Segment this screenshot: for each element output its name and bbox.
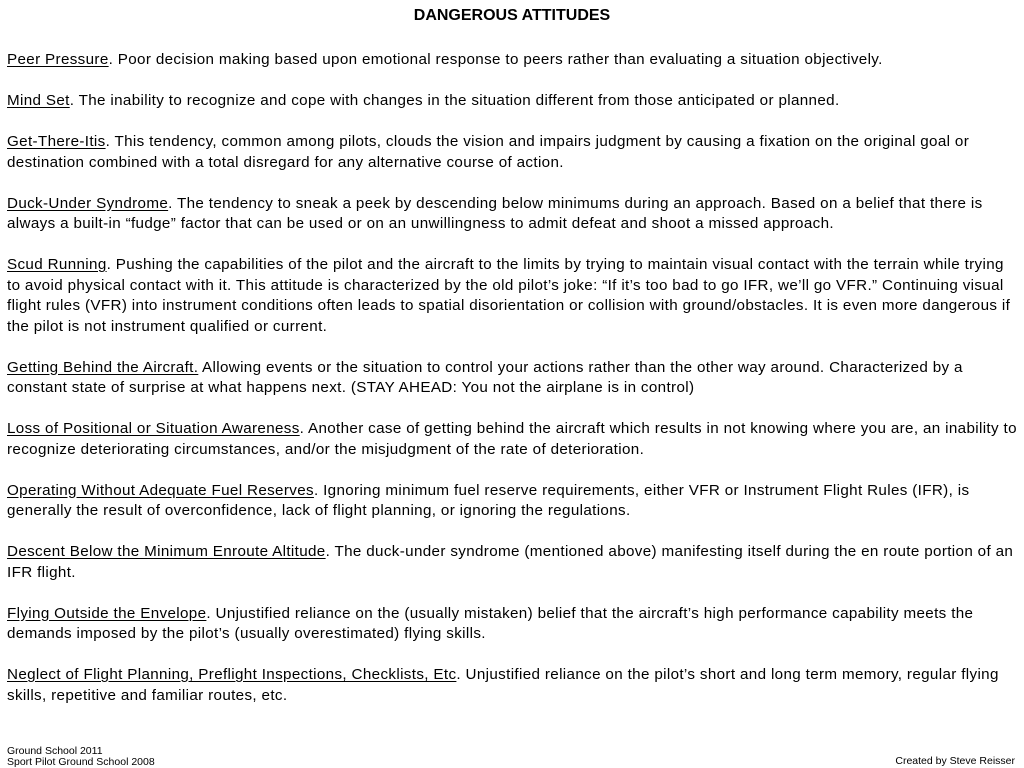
entry-peer-pressure — [7, 50, 1017, 71]
entry-get-there-itis — [7, 132, 1017, 173]
term-get-there-itis: Get-There-Itis — [7, 133, 106, 150]
entry-flying-outside-envelope — [7, 604, 1017, 645]
entry-descent-below-mea — [7, 542, 1017, 583]
term-mind-set: Mind Set — [7, 92, 70, 109]
entry-fuel-reserves — [7, 481, 1017, 522]
description-loss-of-awareness: . Another case of getting behind the aircraft which results in not knowing where you are, an inability to recognize deteriorating circumstances, and/or the misjudgment of the rate of deterioration. — [7, 420, 1017, 458]
page-title: DANGEROUS ATTITUDES — [413, 7, 611, 24]
entry-loss-of-awareness — [7, 419, 1017, 460]
attitude-list — [7, 50, 1017, 727]
term-peer-pressure: Peer Pressure — [7, 51, 109, 68]
description-duck-under-syndrome: . The tendency to sneak a peek by descending below minimums during an approach. Based on a belief that there is always a built-in “fudge” factor that can be used or on an unwillingness to admit defeat and shoot a missed approach. — [7, 194, 983, 232]
term-getting-behind-aircraft: Getting Behind the Aircraft. — [7, 358, 199, 376]
term-flying-outside-envelope: Flying Outside the Envelope — [7, 604, 207, 622]
entry-scud-running — [7, 255, 1017, 337]
footer-course-name: Sport Pilot Ground School 2008 — [7, 755, 155, 768]
description-mind-set: . The inability to recognize and cope with changes in the situation different from those anticipated or planned. — [69, 92, 840, 109]
description-fuel-reserves: . Ignoring minimum fuel reserve requirements, either VFR or Instrument Flight Rules (IFR), is generally the result of overconfidence, lack of flight planning, or ignoring the regulations. — [7, 481, 970, 519]
term-fuel-reserves: Operating Without Adequate Fuel Reserves — [7, 481, 314, 499]
entry-mind-set — [7, 91, 1017, 112]
footer-credit: Created by Steve Reisser — [895, 755, 1015, 767]
term-duck-under-syndrome: Duck-Under Syndrome — [7, 194, 169, 212]
description-descent-below-mea: . The duck-under syndrome (mentioned above) manifesting itself during the en route portion of an IFR flight. — [7, 543, 1014, 581]
entry-duck-under-syndrome — [7, 194, 1017, 235]
footer-course-year: Ground School 2011 — [7, 745, 103, 757]
term-scud-running: Scud Running — [7, 256, 107, 273]
term-descent-below-mea: Descent Below the Minimum Enroute Altitude — [7, 543, 326, 560]
description-peer-pressure: . Poor decision making based upon emotional response to peers rather than evaluating a situation objectively. — [108, 51, 883, 68]
entry-neglect-of-planning — [7, 665, 1017, 706]
footer-left — [7, 746, 155, 767]
description-get-there-itis: . This tendency, common among pilots, clouds the vision and impairs judgment by causing a fixation on the original goal or destination combined with a total disregard for any alternative course of action. — [7, 133, 970, 171]
term-neglect-of-planning: Neglect of Flight Planning, Preflight Inspections, Checklists, Etc — [7, 666, 457, 683]
description-getting-behind-aircraft: Allowing events or the situation to control your actions rather than the other way around. Characterized by a constant state of surprise at what happens next. (STAY AHEAD: You not the airplane is in control) — [7, 358, 963, 396]
description-flying-outside-envelope: . Unjustified reliance on the (usually mistaken) belief that the aircraft’s high performance capability meets the demands imposed by the pilot’s (usually overestimated) flying skills. — [7, 604, 974, 642]
description-neglect-of-planning: . Unjustified reliance on the pilot’s short and long term memory, regular flying skills, repetitive and familiar routes, etc. — [7, 666, 999, 704]
description-scud-running: . Pushing the capabilities of the pilot and the aircraft to the limits by trying to maintain visual contact with the terrain while trying to avoid physical contact with it. This attitude is characterized by the old pilot’s joke: “If it’s too bad to go IFR, we’ll go VFR.” Continuing visual flight rules (VFR) into instrument conditions often leads to spatial disorientation or collision with ground/obstacles. It is even more dangerous if the pilot is not instrument qualified or current. — [7, 256, 1011, 335]
entry-getting-behind-aircraft — [7, 358, 1017, 399]
term-loss-of-awareness: Loss of Positional or Situation Awareness — [7, 420, 300, 437]
